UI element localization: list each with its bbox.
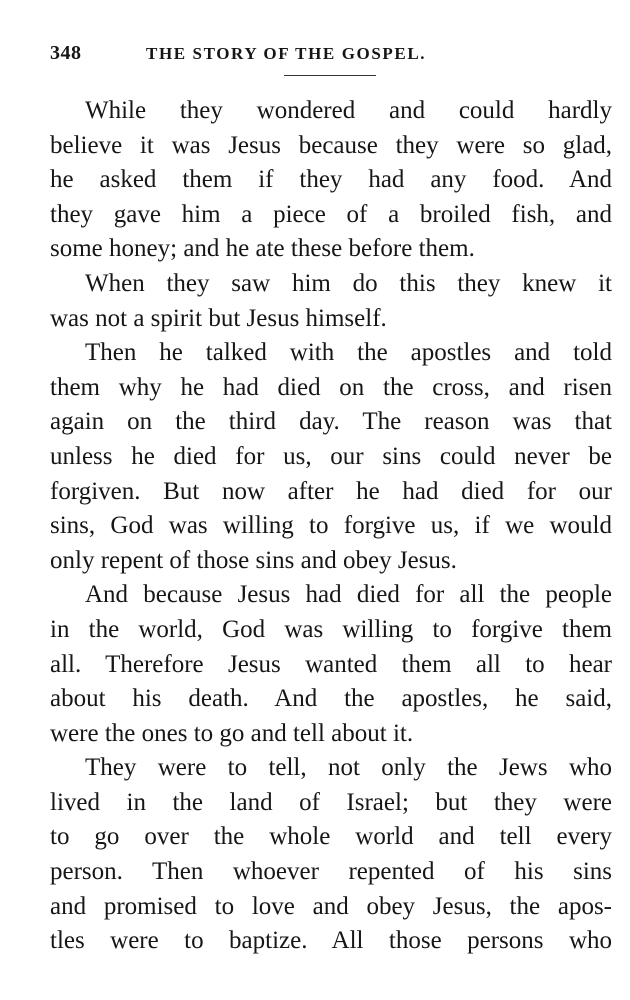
text-line: and promised to love and obey Jesus, the apos- (50, 892, 612, 920)
running-header (50, 42, 610, 72)
paragraph-3 (50, 336, 612, 578)
text-line: tles were to baptize. All those persons who (50, 927, 612, 955)
text-line: they gave him a piece of a broiled fish, and (50, 200, 612, 228)
text-line: only repent of those sins and obey Jesus. (50, 546, 457, 574)
text-line: person. Then whoever repented of his sins (50, 858, 612, 886)
text-line: lived in the land of Israel; but they were (50, 788, 612, 816)
text-line: them why he had died on the cross, and risen (50, 373, 612, 401)
text-line: were the ones to go and tell about it. (50, 719, 414, 747)
text-line: And because Jesus had died for all the people (85, 581, 612, 609)
body-text (50, 94, 612, 959)
text-line: all. Therefore Jesus wanted them all to hear (50, 650, 612, 678)
text-line: believe it was Jesus because they were so glad, (50, 131, 612, 159)
text-line: While they wondered and could hardly (85, 97, 612, 124)
text-line: again on the third day. The reason was that (50, 408, 612, 436)
header-rule (284, 75, 376, 76)
paragraph-1 (50, 94, 612, 267)
paragraph-5 (50, 751, 612, 959)
text-line: some honey; and he ate these before them. (50, 235, 475, 263)
text-line: was not a spirit but Jesus himself. (50, 304, 387, 332)
text-line: to go over the whole world and tell every (50, 823, 612, 851)
paragraph-2 (50, 267, 612, 336)
text-line: he asked them if they had any food. And (50, 166, 612, 194)
text-line: Then he talked with the apostles and told (85, 339, 612, 367)
book-title: THE STORY OF THE GOSPEL. (146, 44, 427, 63)
paragraph-4 (50, 578, 612, 751)
text-line: They were to tell, not only the Jews who (85, 754, 612, 782)
text-line: forgiven. But now after he had died for our (50, 477, 612, 505)
text-line: sins, God was willing to forgive us, if we would (50, 512, 612, 540)
text-line: When they saw him do this they knew it (85, 269, 612, 297)
text-line: in the world, God was willing to forgive them (50, 615, 612, 643)
page-number: 348 (50, 42, 82, 64)
text-line: about his death. And the apostles, he said, (50, 685, 612, 713)
text-line: unless he died for us, our sins could never be (50, 442, 612, 470)
